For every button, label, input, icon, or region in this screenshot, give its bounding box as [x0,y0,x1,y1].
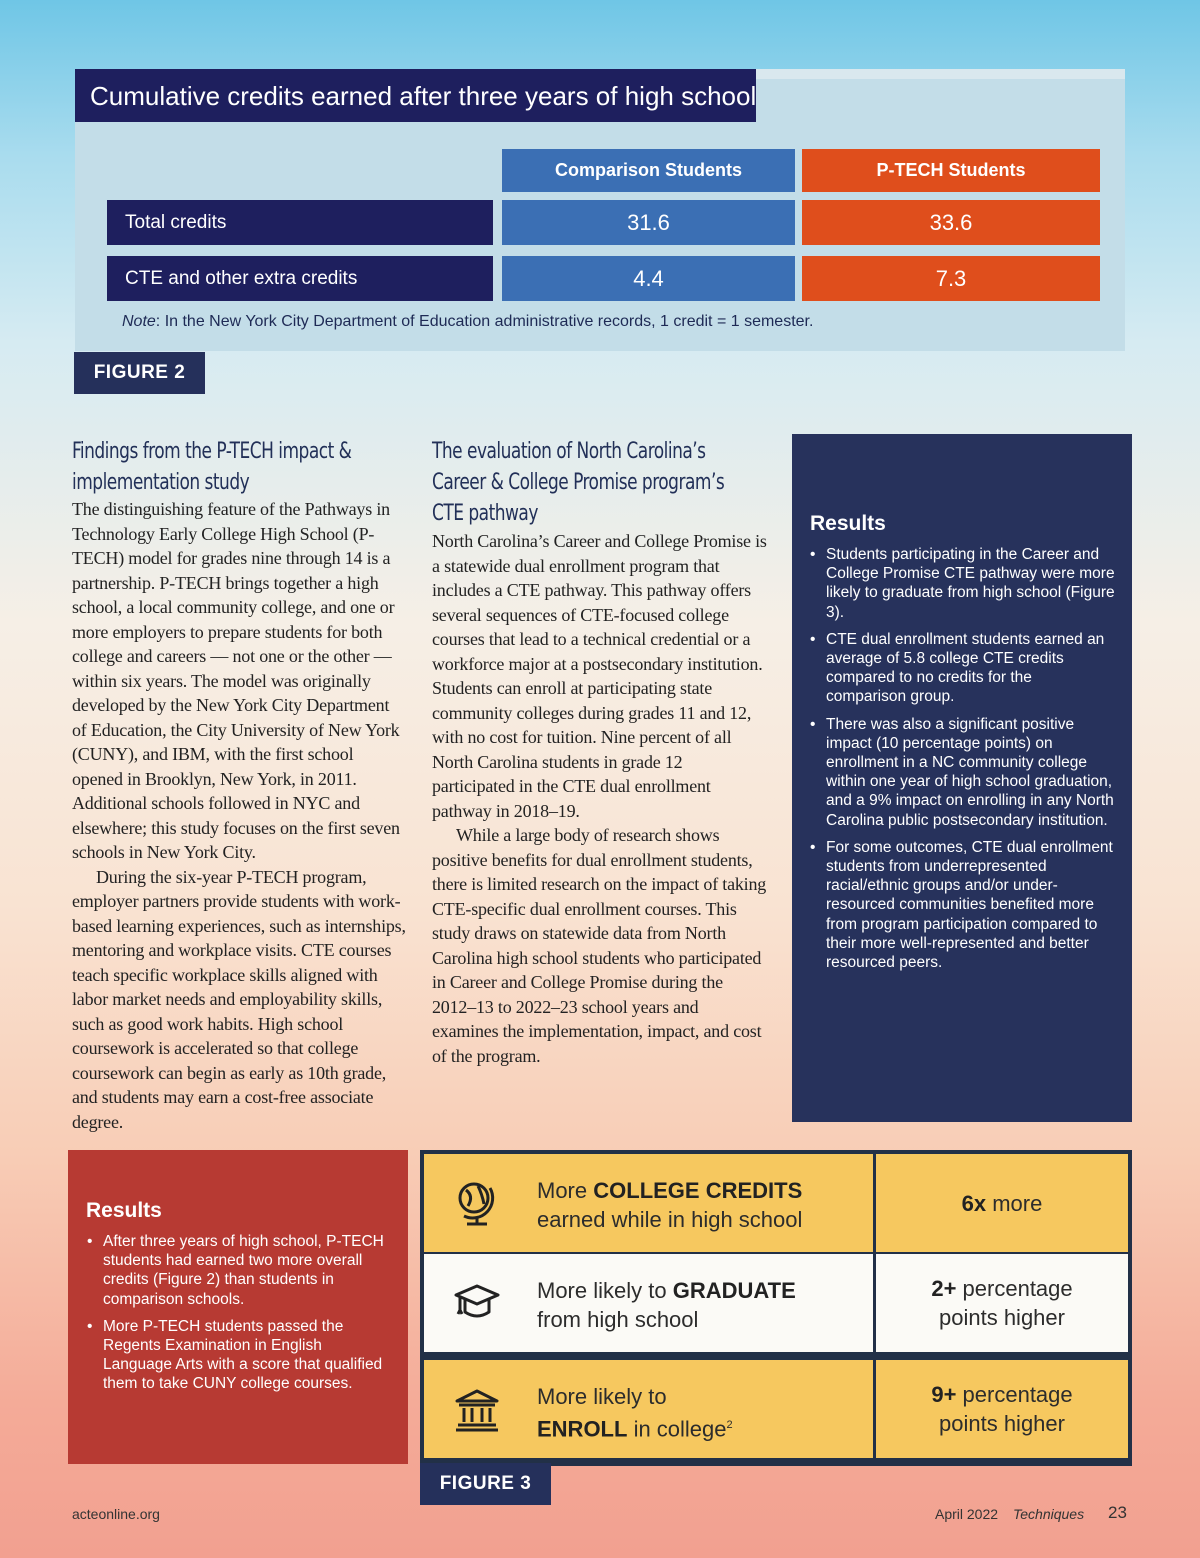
paragraph: While a large body of research shows positive benefits for dual enrollment students, there is limited research on the impact of taking CTE-specific dual enrollment courses. This study draws on statewide data from North Carolina high school students who participated in Career and College Promise during the 2012–13 to 2022–23 school years and examines the implementation, impact, and cost of the program. [432,825,767,1066]
column-1-body [72,497,408,1134]
results-item: • More P-TECH students passed the Regents Examination in English Language Arts with a score that qualified them to take CUNY college courses. [87,1317,393,1394]
column-header-ptech: P-TECH Students [802,149,1100,192]
metric-emphasis: 6x [961,1190,987,1216]
results-item: • There was also a significant positive impact (10 percentage points) on enrollment in a NC community college within one year of high school graduation, and a 9% impact on enrolling in any North Carolina public postsecondary institution. [810,715,1116,830]
cell-total-comparison: 31.6 [502,200,795,245]
metric-emphasis: 2+ [931,1276,957,1301]
column-2-heading [432,436,724,529]
label-emphasis: ENROLL [537,1416,628,1442]
column-header-comparison: Comparison Students [502,149,795,192]
results-item: • Students participating in the Career and College Promise CTE pathway were more likely to graduate from high school (Figure 3). [810,545,1116,622]
row-label-total-credits: Total credits [107,200,493,245]
heading-line: CTE pathway [432,501,538,526]
heading-line: Findings from the P-TECH impact & [72,439,352,464]
figure-2-note [122,313,813,331]
results-title: Results [86,1199,162,1222]
graduation-cap-icon [454,1278,500,1328]
results-item: • CTE dual enrollment students earned an average of 5.8 college CTE credits compared to no credits for the comparison group. [810,630,1116,707]
results-list [87,1232,393,1402]
figure-2-table [75,69,1125,351]
label-text: earned while in high school [537,1207,803,1232]
results-box-ptech [68,1150,408,1464]
results-item: • After three years of high school, P-TECH students had earned two more overall credits (Figure 2) than students in comparison schools. [87,1232,393,1309]
page-number: 23 [1108,1503,1127,1522]
results-list [810,545,1116,980]
cell-cte-ptech: 7.3 [802,256,1100,301]
figure-3-metric [876,1360,1128,1458]
figure-3-table [420,1150,1132,1466]
institution-icon [454,1384,500,1434]
results-item: • For some outcomes, CTE dual enrollment students from underrepresented racial/ethnic groups and/or under-resourced communities benefited more from program participation compared to their more well-represented and better resourced peers. [810,838,1116,972]
figure-3-row [424,1254,1128,1352]
figure-2-top-strip [756,69,1125,79]
label-text: More likely to [537,1278,673,1303]
figure-3-label [537,1176,857,1234]
figure-3-metric [876,1254,1128,1352]
label-emphasis: GRADUATE [672,1278,796,1303]
figure-3-label [537,1382,857,1443]
footnote-marker: 2 [726,1419,733,1431]
label-text: in college [627,1416,727,1442]
figure-2-tag: FIGURE 2 [74,352,205,394]
figure-3-tag: FIGURE 3 [420,1463,551,1505]
label-text: More [537,1178,594,1203]
paragraph: The distinguishing feature of the Pathways in Technology Early College High School (P-TECH) model for grades nine through 14 is a partnership. P-TECH brings together a high school, a local community college, and one or more employers to prepare students for both college and careers — not one or the other — within six years. The model was originally developed by the New York City Department of Education, the City University of New York (CUNY), and IBM, with the first school opened in Brooklyn, New York, in 2011. Additional schools followed in NYC and elsewhere; this study focuses on the first seven schools in New York City. [72,499,400,862]
footer-date: April 2022 [935,1506,999,1522]
figure-3-label [537,1276,857,1334]
footer-site: acteonline.org [72,1506,160,1522]
footer-magazine: Techniques [1013,1506,1085,1522]
heading-line: implementation study [72,470,250,495]
note-text: : In the New York City Department of Education administrative records, 1 credit = 1 semester. [155,313,814,330]
paragraph: During the six-year P-TECH program, employer partners provide students with work-based learning experiences, such as internships, mentoring and workplace visits. CTE courses teach specific workplace skills aligned with labor market needs and employability skills, such as good work habits. High school coursework is accelerated so that college coursework can begin as early as 10th grade, and students may earn a cost-free associate degree. [72,866,406,1132]
cell-total-ptech: 33.6 [802,200,1100,245]
heading-line: The evaluation of North Carolina’s [432,439,706,464]
figure-3-row [424,1360,1128,1458]
paragraph: North Carolina’s Career and College Promise is a statewide dual enrollment program that includes a CTE pathway. This pathway offers several sequences of CTE-focused college courses that lead to a technical credential or a workforce major at a postsecondary institution. Students can enroll at participating state community colleges during grades 11 and 12, with no cost for tuition. Nine percent of all North Carolina students in grade 12 participated in the CTE dual enrollment pathway in 2018–19. [432,531,767,821]
label-emphasis: COLLEGE CREDITS [593,1178,803,1203]
column-1-heading [72,436,351,498]
globe-icon [454,1178,500,1228]
metric-text: percentage points higher [939,1382,1073,1436]
label-text: from high school [537,1307,699,1332]
figure-2-title: Cumulative credits earned after three years of high school [75,69,756,122]
metric-text: percentage points higher [939,1276,1073,1330]
column-2-body [432,529,768,1068]
cell-cte-comparison: 4.4 [502,256,795,301]
metric-text: more [986,1190,1043,1216]
figure-3-metric [876,1154,1128,1252]
results-title: Results [810,512,886,535]
figure-3-row [424,1154,1128,1252]
row-label-cte-credits: CTE and other extra credits [107,256,493,301]
results-box-nc [792,434,1132,1122]
label-text: More likely to [537,1384,667,1409]
metric-emphasis: 9+ [931,1382,957,1407]
heading-line: Career & College Promise program’s [432,470,725,495]
note-label: Note [122,313,156,330]
